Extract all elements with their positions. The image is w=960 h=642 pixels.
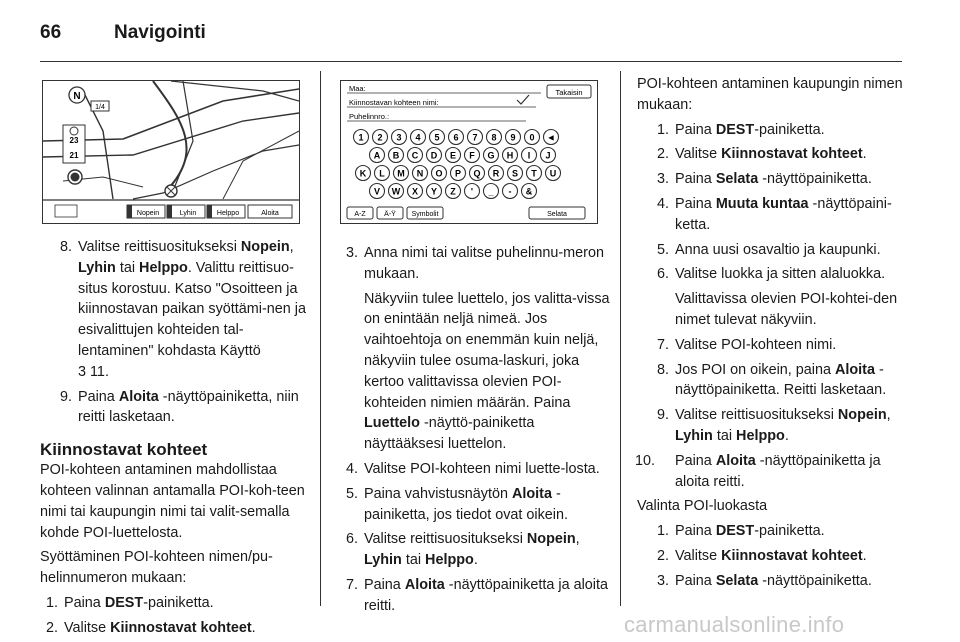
field-phone: Puhelinnro.: bbox=[349, 112, 390, 121]
step-3: 3. Paina Selata -näyttöpainiketta. bbox=[656, 572, 872, 589]
key-label: 1 bbox=[358, 132, 364, 143]
step-6: 6. Valitse reittisuositukseksi Nopein, Lyhin tai Helppo. bbox=[345, 531, 580, 569]
section-heading: Kiinnostavat kohteet bbox=[40, 440, 208, 460]
key-label: R bbox=[492, 168, 500, 179]
back-button: Takaisin bbox=[555, 88, 583, 97]
key-label: L bbox=[379, 168, 385, 179]
vehicle-icon bbox=[55, 205, 77, 217]
key-label: 0 bbox=[529, 132, 535, 143]
key-label: P bbox=[454, 168, 462, 179]
scale-label: 1/4 bbox=[95, 104, 105, 111]
symbols-button: Symbolit bbox=[411, 211, 439, 218]
key-label: D bbox=[430, 150, 438, 161]
key-label: & bbox=[525, 186, 533, 197]
key-label: F bbox=[469, 150, 475, 161]
route-buttons bbox=[127, 205, 292, 218]
key-label: X bbox=[411, 186, 419, 197]
step-8: 8. Jos POI on oikein, paina Aloita -näyttöpainiketta. Reitti lasketaan. bbox=[656, 361, 887, 399]
start-button: Aloita bbox=[261, 210, 279, 217]
step-9: 9. Paina Aloita -näyttöpainiketta, niin reitti lasketaan. bbox=[59, 388, 299, 426]
paragraph: POI-kohteen antaminen mahdollistaa kohteen valinnan antamalla POI-koh-teen nimi tai kaupungin nimi tai valit-semalla kohde POI-luettelosta. bbox=[40, 462, 305, 541]
key-label: 5 bbox=[434, 132, 440, 143]
key-label: 3 bbox=[396, 132, 402, 143]
key-label: T bbox=[531, 168, 537, 179]
key-label: S bbox=[511, 168, 519, 179]
step-5: 5. Paina vahvistusnäytön Aloita -painiketta, jos tiedot ovat oikein. bbox=[345, 485, 568, 523]
field-poi-name: Kiinnostavan kohteen nimi: bbox=[349, 98, 439, 107]
key-label: M bbox=[397, 168, 405, 179]
key-label: ◄ bbox=[546, 132, 556, 143]
key-label: E bbox=[449, 150, 457, 161]
key-label: H bbox=[506, 150, 514, 161]
column-divider-1 bbox=[320, 71, 321, 606]
step-7: 7. Valitse POI-kohteen nimi. bbox=[656, 336, 837, 353]
road-label: 21 bbox=[69, 151, 79, 160]
shortest-button: Lyhin bbox=[179, 210, 197, 217]
key-label: N bbox=[416, 168, 424, 179]
step-6: 6. Valitse luokka ja sitten alaluokka. Valittavissa olevien POI-kohtei-den nimet tulevat näkyviin. bbox=[656, 266, 898, 328]
key-label: 2 bbox=[377, 132, 383, 143]
step-4: 4. Valitse POI-kohteen nimi luette-losta. bbox=[345, 460, 600, 477]
paragraph: POI-kohteen antaminen kaupungin nimen mukaan: bbox=[637, 76, 903, 113]
key-label: ' bbox=[470, 186, 474, 197]
watermark: carmanualsonline.info bbox=[624, 612, 845, 637]
step-9: 9. Valitse reittisuositukseksi Nopein, Lyhin tai Helppo. bbox=[656, 407, 891, 444]
page-number: 66 bbox=[40, 22, 62, 43]
key-label: Z bbox=[450, 186, 456, 197]
step-1: 1. Paina DEST-painiketta. bbox=[45, 594, 214, 611]
column-divider-2 bbox=[620, 71, 621, 606]
map-svg bbox=[43, 81, 299, 223]
keyboard-svg bbox=[341, 81, 597, 223]
page-reference: 3 11. bbox=[78, 363, 109, 380]
subheading: Valinta POI-luokasta bbox=[637, 498, 768, 515]
easy-button: Helppo bbox=[216, 210, 240, 217]
paragraph: Syöttäminen POI-kohteen nimen/pu-helinnumeron mukaan: bbox=[40, 549, 273, 587]
key-label: B bbox=[392, 150, 400, 161]
key-label: V bbox=[373, 186, 381, 197]
browse-button: Selata bbox=[547, 211, 567, 218]
header-rule bbox=[40, 61, 902, 62]
column-1 bbox=[40, 237, 310, 642]
key-label: K bbox=[359, 168, 367, 179]
key-label: J bbox=[545, 150, 551, 161]
keyboard-figure bbox=[340, 80, 598, 224]
ay-button: Ä-Ÿ bbox=[384, 211, 396, 218]
key-label: - bbox=[508, 186, 512, 197]
fastest-button: Nopein bbox=[136, 210, 160, 217]
step-2: 2. Valitse Kiinnostavat kohteet. bbox=[656, 146, 867, 163]
step-4: 4. Paina Muuta kuntaa -näyttöpaini-ketta. bbox=[656, 195, 892, 233]
key-label: U bbox=[549, 168, 557, 179]
key-label: 9 bbox=[510, 132, 516, 143]
key-grid bbox=[354, 130, 561, 199]
key-label: _ bbox=[488, 186, 494, 197]
key-label: 6 bbox=[453, 132, 459, 143]
page-title: Navigointi bbox=[114, 22, 206, 43]
key-label: 4 bbox=[415, 132, 421, 143]
step-1: 1. Paina DEST-painiketta. bbox=[656, 121, 825, 138]
map-figure bbox=[42, 80, 300, 224]
step-3: 3. Paina Selata -näyttöpainiketta. bbox=[656, 171, 872, 188]
step-3: 3. Anna nimi tai valitse puhelinnu-meron mukaan. Näkyviin tulee luettelo, jos valitta-vissa on enintään neljä nimeä. Jos vaihtoehtoja on enemmän kuin neljä, näkyviin tulee osuma-laskuri, joka kertoo valittavissa olevien POI-kohteiden nimien määrän. Paina Luettelo -näyttö-painiketta näyttääksesi luettelon. bbox=[345, 245, 610, 453]
key-label: 8 bbox=[491, 132, 497, 143]
key-label: A bbox=[373, 150, 381, 161]
step-10: 10. Paina Aloita -näyttöpainiketta ja aloita reitti. bbox=[634, 452, 881, 490]
column-2 bbox=[340, 243, 612, 621]
step-1: 1. Paina DEST-painiketta. bbox=[656, 523, 825, 540]
field-country: Maa: bbox=[349, 84, 366, 93]
key-label: Y bbox=[430, 186, 438, 197]
step-2: 2. Valitse Kiinnostavat kohteet. bbox=[45, 619, 256, 636]
key-label: 7 bbox=[472, 132, 478, 143]
key-label: G bbox=[487, 150, 495, 161]
step-8: 8. Valitse reittisuositukseksi Nopein, Lyhin tai Helppo. Valittu reittisuo-situs korostuu. Katso "Osoitteen ja kiinnostavan paikan syöttämi-nen ja esivalittujen kohteiden tal-lentaminen" kohdasta Käyttö 3 11. bbox=[59, 239, 306, 380]
column-3 bbox=[634, 74, 905, 596]
svg-text:N: N bbox=[73, 91, 81, 102]
key-label: I bbox=[527, 150, 531, 161]
step-2: 2. Valitse Kiinnostavat kohteet. bbox=[656, 547, 867, 564]
checkmark-icon bbox=[517, 95, 529, 104]
road-label: 23 bbox=[69, 136, 79, 145]
key-label: Q bbox=[473, 168, 481, 179]
step-5: 5. Anna uusi osavaltio ja kaupunki. bbox=[656, 241, 881, 258]
az-button: A-Z bbox=[354, 211, 366, 218]
key-label: W bbox=[391, 186, 401, 197]
key-label: O bbox=[435, 168, 443, 179]
key-label: C bbox=[411, 150, 419, 161]
step-7: 7. Paina Aloita -näyttöpainiketta ja aloita reitti. bbox=[345, 576, 608, 614]
